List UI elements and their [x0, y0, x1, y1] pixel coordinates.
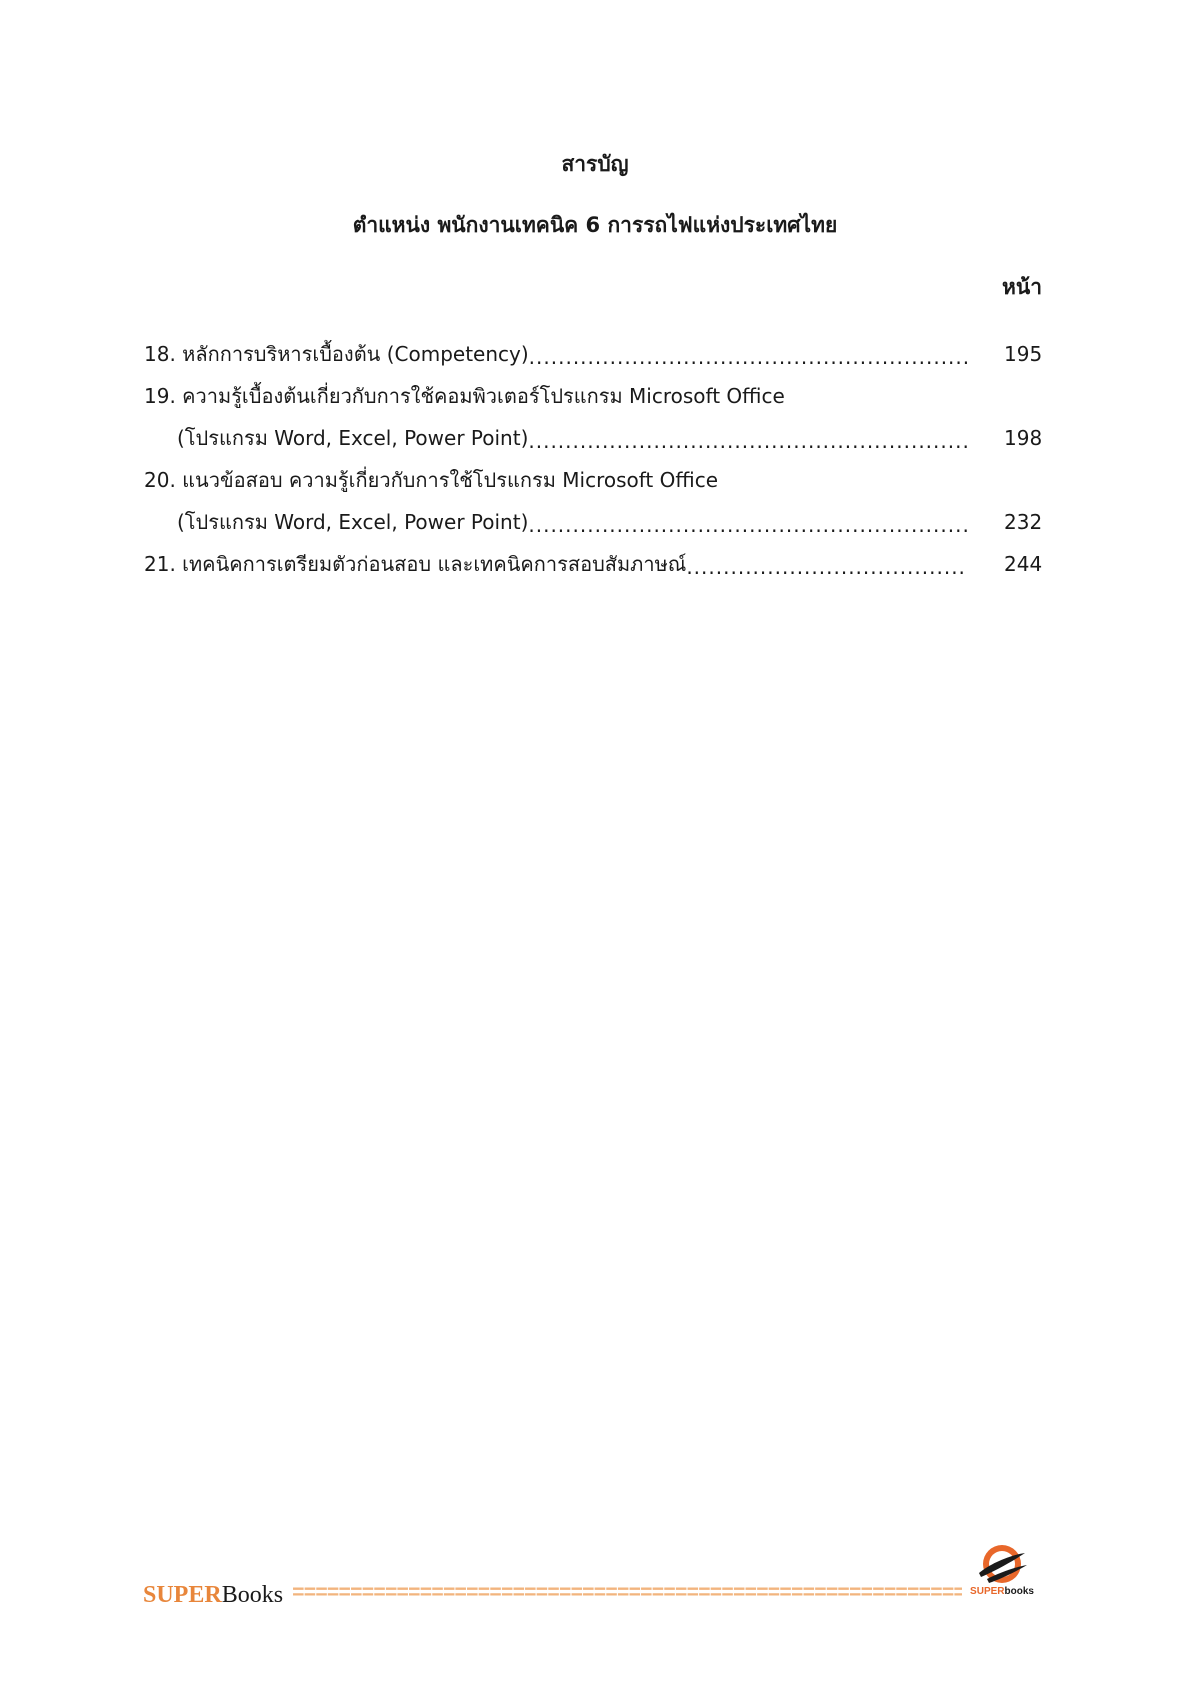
toc-entry-text: 20. แนวข้อสอบ ความรู้เกี่ยวกับการใช้โปรแกรม Microsoft Office [144, 468, 719, 492]
toc-entry-18[interactable] [144, 333, 1042, 375]
table-of-contents [144, 333, 1042, 585]
logo-wordmark-super: SUPER [970, 1586, 1005, 1597]
toc-page-number: 195 [1004, 342, 1043, 366]
logo-wordmark-books: books [1004, 1586, 1034, 1597]
toc-entry-20[interactable] [144, 459, 1042, 501]
toc-entry-20-continuation[interactable] [144, 501, 1042, 543]
toc-entry-19-continuation[interactable] [144, 417, 1042, 459]
toc-page-number: 244 [1004, 552, 1043, 576]
logo-wordmark [961, 1586, 1043, 1597]
footer-brand-super: SUPER [143, 1582, 222, 1608]
toc-entry-text: 18. หลักการบริหารเบื้องต้น (Competency) [144, 342, 529, 366]
toc-page-number: 198 [1004, 426, 1043, 450]
page-title: สารบัญ [561, 152, 629, 176]
toc-entry-19[interactable] [144, 375, 1042, 417]
superbooks-logo-icon [961, 1537, 1043, 1587]
footer-brand [143, 1582, 283, 1609]
superbooks-logo [961, 1537, 1043, 1599]
dot-leader [528, 429, 968, 453]
toc-entry-text: (โปรแกรม Word, Excel, Power Point) [177, 510, 529, 534]
toc-entry-text: 19. ความรู้เบื้องต้นเกี่ยวกับการใช้คอมพิวเตอร์โปรแกรม Microsoft Office [144, 384, 785, 408]
toc-entry-21[interactable] [144, 543, 1042, 585]
footer-brand-books: Books [221, 1582, 284, 1608]
dot-leader [529, 345, 968, 369]
toc-page-number: 232 [1004, 510, 1043, 534]
dot-leader [686, 555, 968, 579]
page-column-header: หน้า [1002, 275, 1042, 299]
toc-entry-text: (โปรแกรม Word, Excel, Power Point) [177, 426, 529, 450]
dot-leader [528, 513, 968, 537]
footer-divider [292, 1583, 962, 1606]
page-subtitle: ตำแหน่ง พนักงานเทคนิค 6 การรถไฟแห่งประเทศไทย [352, 213, 838, 237]
toc-entry-text: 21. เทคนิคการเตรียมตัวก่อนสอบ และเทคนิคการสอบสัมภาษณ์ [144, 552, 687, 576]
